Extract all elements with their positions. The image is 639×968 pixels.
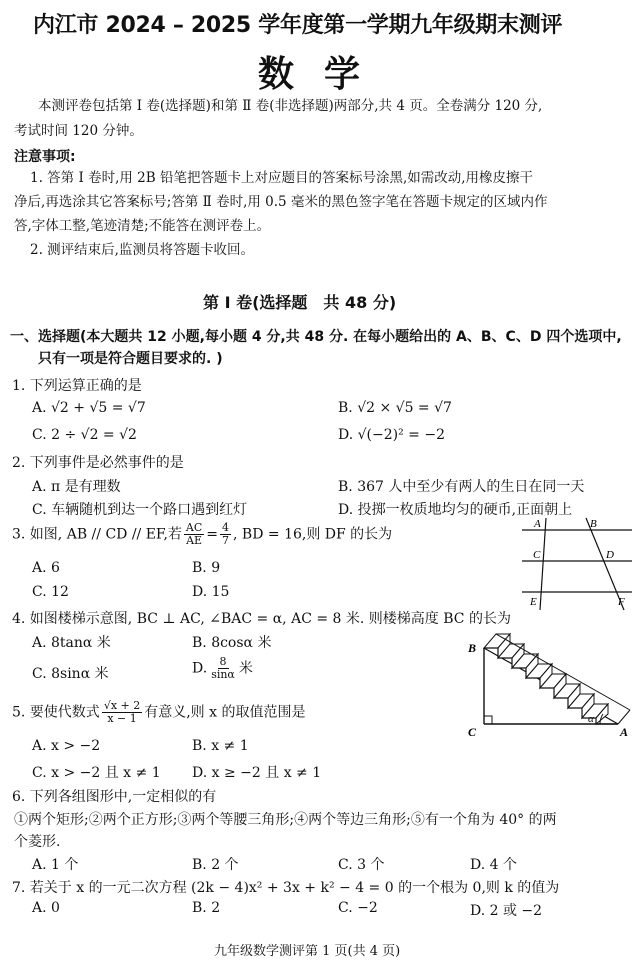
- q6-option-b: B. 2 个: [192, 857, 239, 873]
- q7-stem: 7. 若关于 x 的一元二次方程 (2k − 4)x² + 3x + k² − 4 = 0 的一个根为 0,则 k 的值为: [12, 880, 560, 896]
- label-b: B: [590, 518, 597, 530]
- label-alpha: α: [588, 713, 594, 725]
- q5-option-c: C. x > −2 且 x ≠ 1: [32, 765, 161, 781]
- q7-option-a: A. 0: [32, 900, 60, 916]
- q2-stem: 2. 下列事件是必然事件的是: [12, 455, 184, 471]
- q3-option-d: D. 15: [192, 584, 230, 600]
- notice-item-1-line-1: 1. 答第 Ⅰ 卷时,用 2B 铅笔把答题卡上对应题目的答案标号涂黑,如需改动,用橡皮擦干: [30, 170, 534, 186]
- notice-heading: 注意事项:: [14, 149, 76, 165]
- label-c: C: [468, 725, 477, 738]
- q6-option-c: C. 3 个: [338, 857, 385, 873]
- q1-option-b: B. √2 × √5 = √7: [338, 400, 452, 416]
- q5-option-b: B. x ≠ 1: [192, 738, 249, 754]
- label-c: C: [533, 549, 541, 561]
- q3-stem-post: , BD = 16,则 DF 的长为: [233, 526, 393, 543]
- q7-option-c: C. −2: [338, 900, 378, 916]
- q7-option-d: D. 2 或 −2: [470, 903, 543, 919]
- part-instruction-line-1: 一、选择题(本大题共 12 小题,每小题 4 分,共 48 分. 在每小题给出的 A、B、C、D 四个选项中,: [10, 329, 622, 345]
- transversal-ace: [540, 518, 546, 610]
- part-instruction-line-2: 只有一项是符合题目要求的. ): [38, 351, 223, 367]
- q5-stem: 5. 要使代数式 $\frac{√x + 2}{x - 1}$ 有意义,则 x 的取值范围是: [12, 699, 306, 725]
- q2-option-b: B. 367 人中至少有两人的生日在同一天: [338, 479, 585, 495]
- section-title: 第 Ⅰ 卷(选择题 共 48 分): [203, 293, 397, 312]
- intro-line-2: 考试时间 120 分钟。: [14, 123, 143, 139]
- q4-stem: 4. 如图楼梯示意图, BC ⊥ AC, ∠BAC = α, AC = 8 米. 则楼梯高度 BC 的长为: [12, 611, 511, 627]
- q5-fraction-expression: $\frac{√x + 2}{x - 1}$: [103, 699, 141, 725]
- label-d: D: [606, 549, 614, 561]
- q3-fraction-4-7: $\frac{4}{7}$: [222, 521, 230, 547]
- q6-line-2: 个菱形.: [14, 834, 61, 850]
- q5-option-a: A. x > −2: [32, 738, 101, 754]
- notice-item-1-line-2: 净后,再选涂其它答案标号;答第 Ⅱ 卷时,用 0.5 毫米的黑色签字笔在答题卡规定的区域内作: [14, 194, 548, 210]
- label-f: F: [618, 596, 625, 608]
- subject-title: 数学: [258, 54, 391, 95]
- q6-stem: 6. 下列各组图形中,一定相似的有: [12, 789, 217, 805]
- q3-option-c: C. 12: [32, 584, 69, 600]
- q3-stem-pre: 3. 如图, AB // CD // EF,若: [12, 526, 182, 543]
- label-a: A: [534, 518, 541, 530]
- q2-option-a: A. π 是有理数: [32, 479, 121, 495]
- q2-option-c: C. 车辆随机到达一个路口遇到红灯: [32, 502, 248, 518]
- exam-title: 内江市 2024 – 2025 学年度第一学期九年级期末测评: [33, 13, 563, 38]
- page-footer: 九年级数学测评第 1 页(共 4 页): [214, 944, 401, 959]
- q4-option-b: B. 8cosα 米: [192, 635, 272, 651]
- notice-item-2: 2. 测评结束后,监测员将答题卡收回。: [30, 242, 254, 258]
- q1-option-d: D. √(−2)² = −2: [338, 427, 445, 443]
- q2-option-d: D. 投掷一枚质地均匀的硬币,正面朝上: [338, 502, 573, 518]
- q3-fraction-ac-ae: $\frac{AC}{AE}$: [185, 521, 203, 547]
- intro-line-1: 本测评卷包括第 Ⅰ 卷(选择题)和第 Ⅱ 卷(非选择题)两部分,共 4 页。全卷满分 120 分,: [38, 98, 543, 114]
- q7-option-b: B. 2: [192, 900, 221, 916]
- q1-option-a: A. √2 + √5 = √7: [32, 400, 146, 416]
- q3-stem: 3. 如图, AB // CD // EF,若 $\frac{AC}{AE}$ = $\frac{4}{7}$ , BD = 16,则 DF 的长为: [12, 521, 393, 547]
- label-e: E: [530, 596, 537, 608]
- label-b: B: [468, 641, 477, 655]
- q1-option-c: C. 2 ÷ √2 = √2: [32, 427, 137, 443]
- label-a: A: [620, 725, 629, 738]
- q4-option-d: D. $\frac{8}{\sin\alpha}$ 米: [192, 655, 253, 681]
- q1-stem: 1. 下列运算正确的是: [12, 378, 142, 394]
- q4-option-c: C. 8sinα 米: [32, 666, 109, 682]
- q6-option-a: A. 1 个: [32, 857, 79, 873]
- q4-staircase-figure: [466, 626, 636, 738]
- q5-option-d: D. x ≥ −2 且 x ≠ 1: [192, 765, 322, 781]
- q6-line-1: ①两个矩形;②两个正方形;③两个等腰三角形;④两个等边三角形;⑤有一个角为 40° 的两: [14, 812, 557, 828]
- q4-fraction-8-sin: $\frac{8}{\sin\alpha}$: [211, 655, 235, 681]
- q3-option-a: A. 6: [32, 560, 60, 576]
- notice-item-1-line-3: 答,字体工整,笔迹清楚;不能答在测评卷上。: [14, 218, 271, 234]
- q3-parallel-lines-figure: [520, 512, 632, 612]
- q3-option-b: B. 9: [192, 560, 221, 576]
- q6-option-d: D. 4 个: [470, 857, 517, 873]
- q4-option-a: A. 8tanα 米: [32, 635, 111, 651]
